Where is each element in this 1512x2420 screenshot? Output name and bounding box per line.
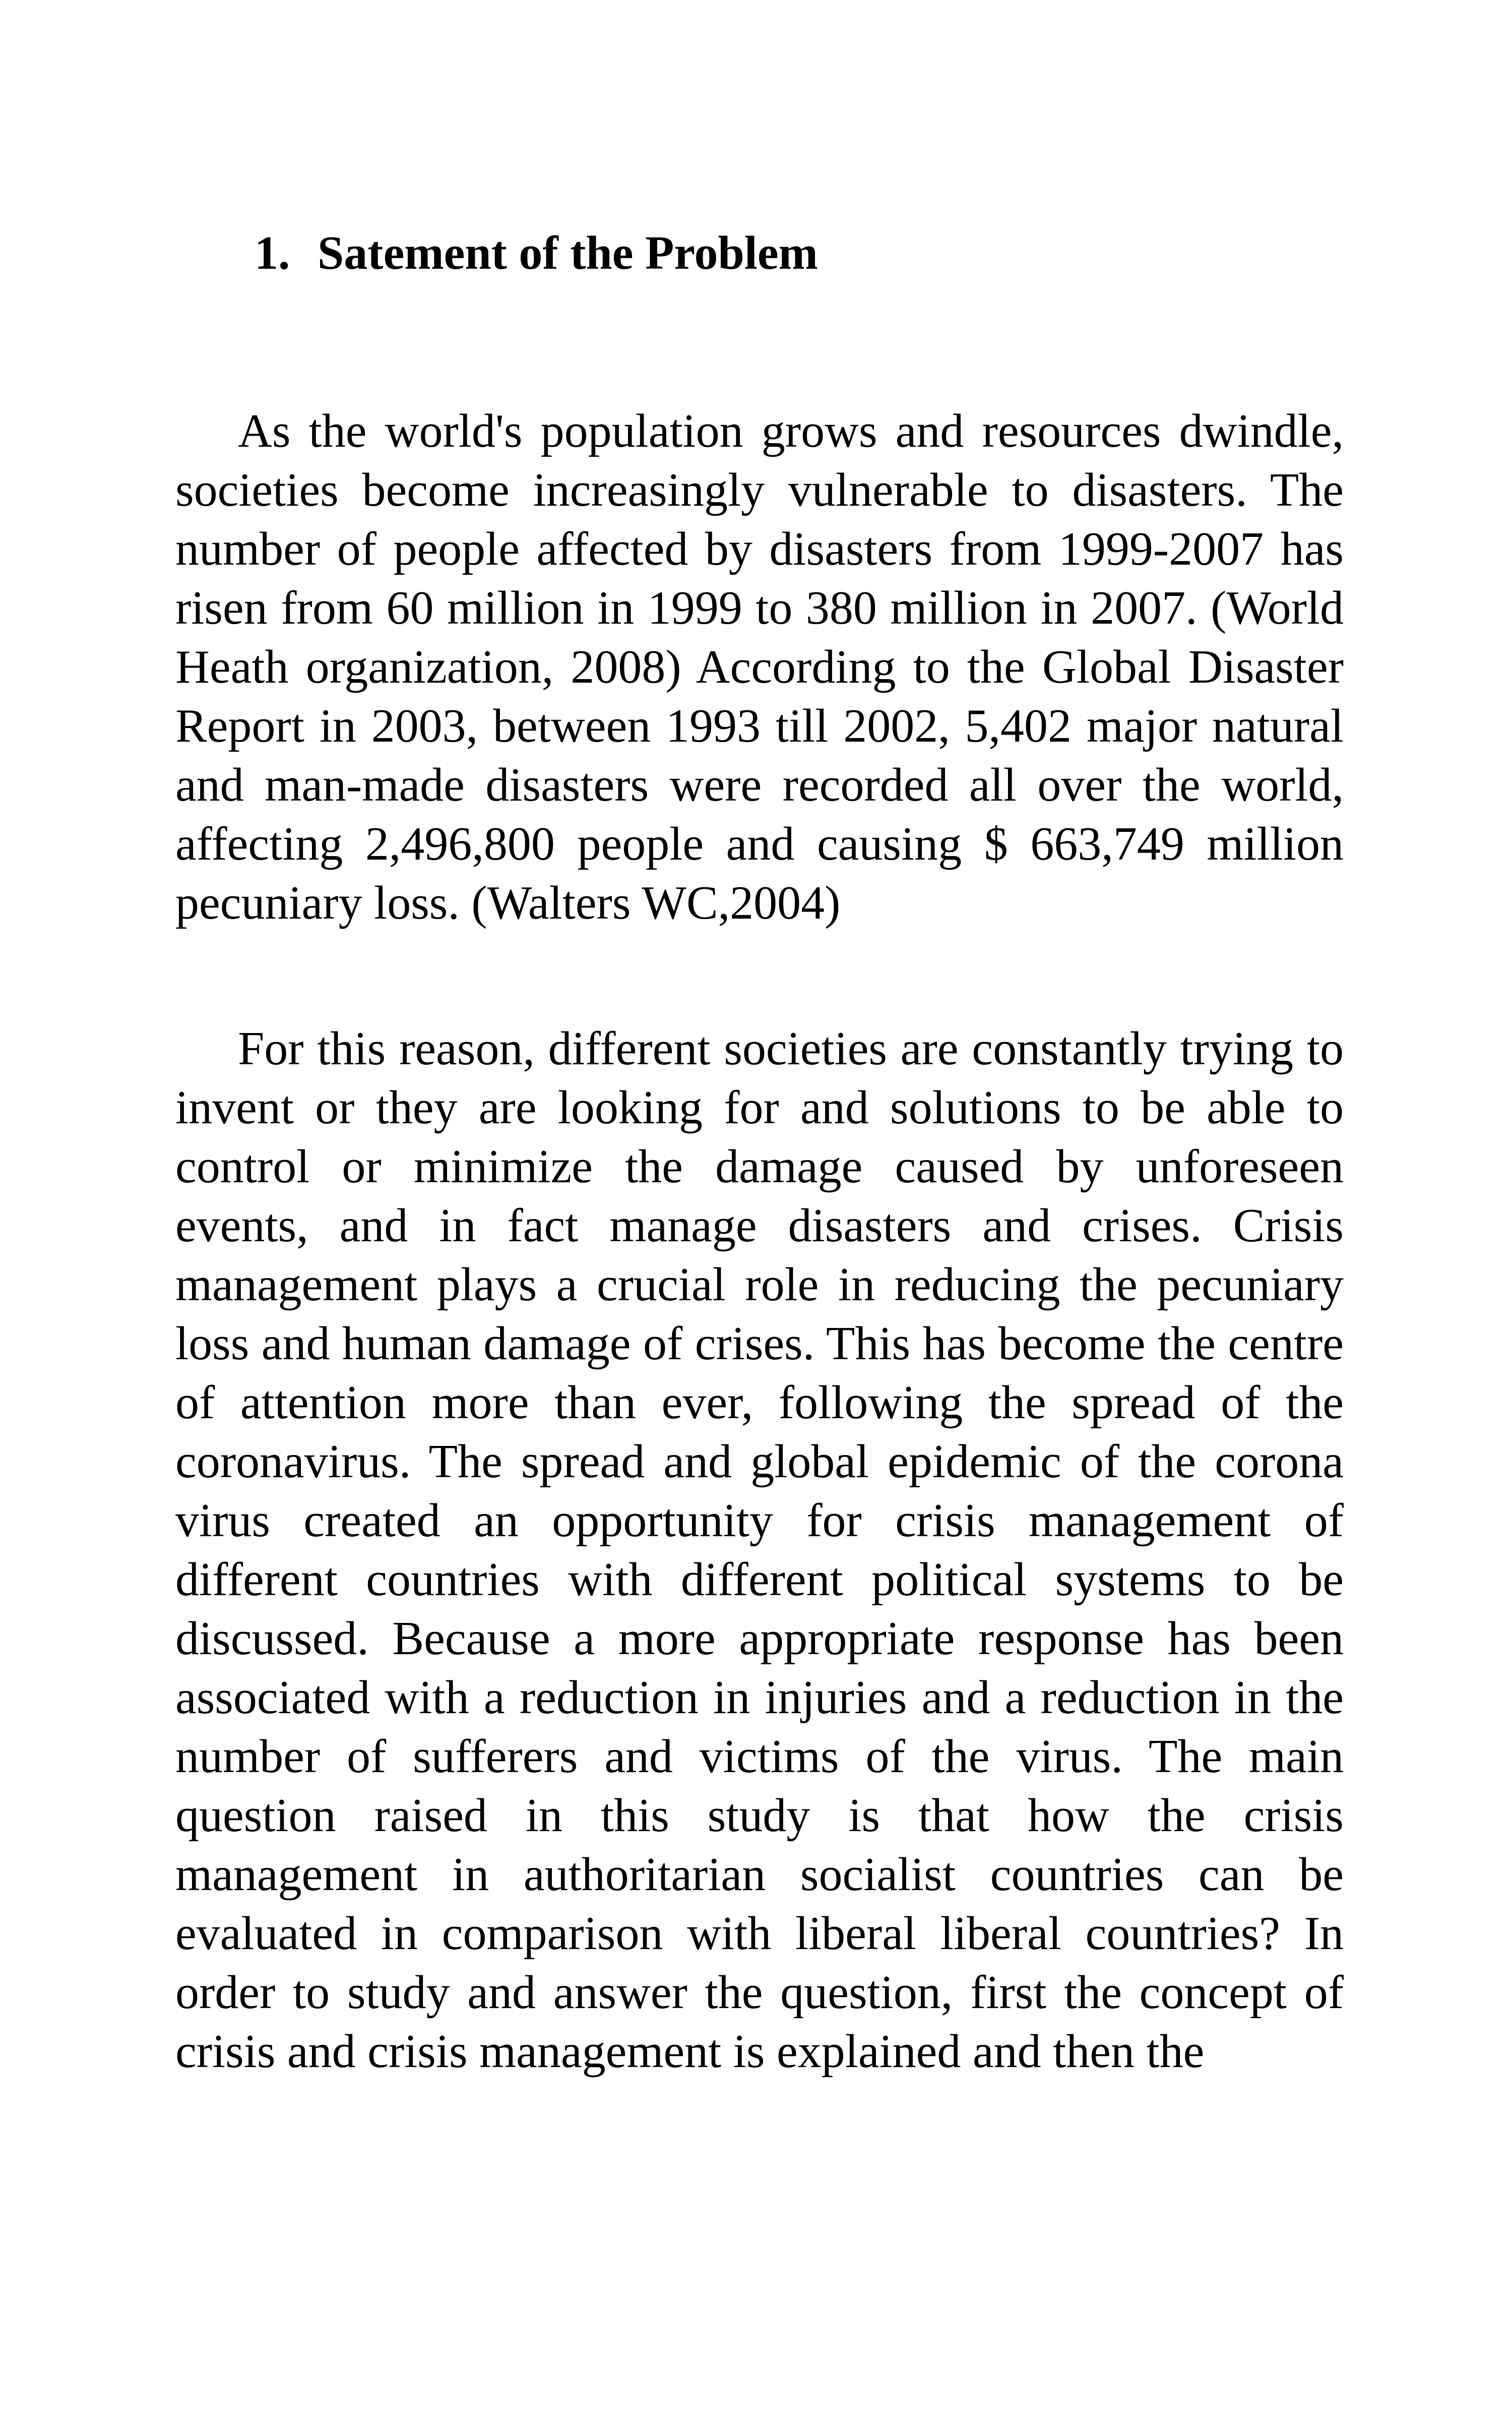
body-paragraph-1: As the world's population grows and resources dwindle, societies become increasingly vulnerable to disasters. The number of people affected by disasters from 1999-2007 has risen from 60 million in 1999 to 380 million in 2007. (World Heath organization, 2008) According to the Global Disaster Report in 2003, between 1993 till 2002, 5,402 major natural and man-made disasters were recorded all over the world, affecting 2,496,800 people and causing $ 663,749 million pecuniary loss. (Walters WC,2004) [175,405,1344,929]
section-title: Satement of the Problem [318,227,818,279]
section-number: 1. [255,227,290,279]
section-heading [255,218,818,288]
body-paragraph-2: For this reason, different societies are constantly trying to invent or they are looking for and solutions to be able to control or minimize the damage caused by unforeseen events, and in fact manage disasters and crises. Crisis management plays a crucial role in reducing the pecuniary loss and human damage of crises. This has become the centre of attention more than ever, following the spread of the coronavirus. The spread and global epidemic of the corona virus created an opportunity for crisis management of different countries with different political systems to be discussed. Because a more appropriate response has been associated with a reduction in injuries and a reduction in the number of sufferers and victims of the virus. The main question raised in this study is that how the crisis management in authoritarian socialist countries can be evaluated in comparison with liberal liberal countries? In order to study and answer the question, first the concept of crisis and crisis management is explained and then the [175,1022,1344,2078]
